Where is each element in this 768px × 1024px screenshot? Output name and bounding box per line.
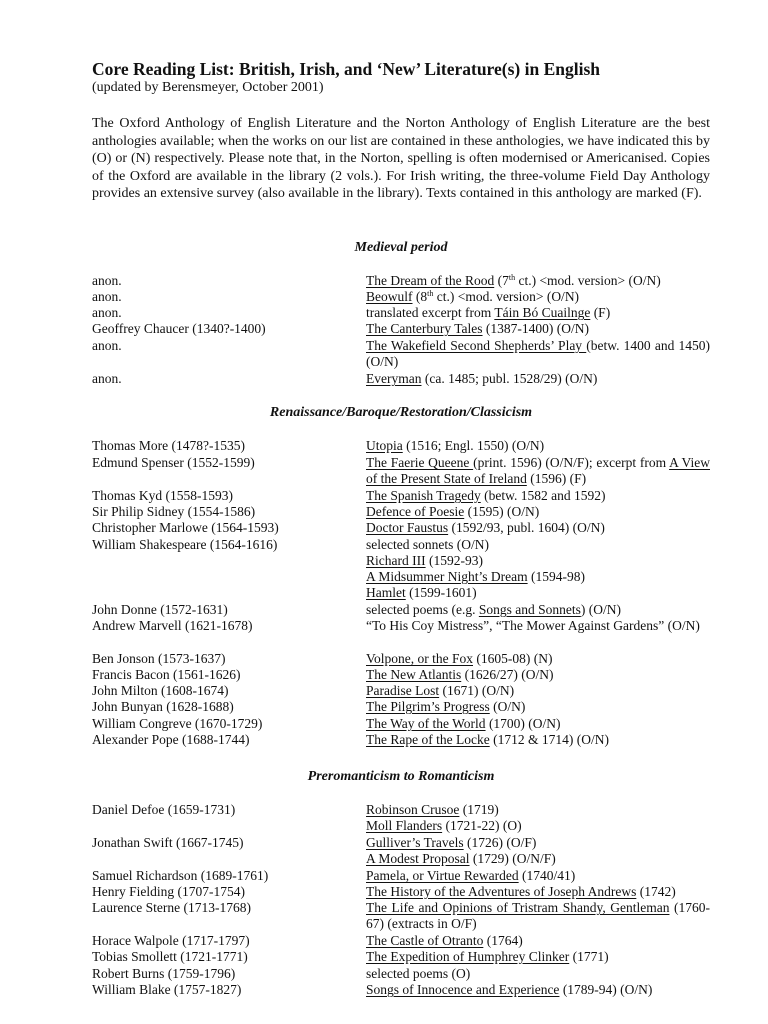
work-note: (7 (494, 273, 509, 288)
page-title: Core Reading List: British, Irish, and ‘New’ Literature(s) in English (92, 59, 601, 79)
work-title (366, 289, 710, 305)
work-note: (1594-98) (527, 569, 585, 584)
intro-paragraph: The Oxford Anthology of English Literature and the Norton Anthology of English Literature are the best anthologies available; when the works on our list are contained in these anthologies, we have indicated this by (O) or (N) respectively. Please note that, in the Norton, spelling is often modernised or Americanised. Copies of the Oxford are available in the library (2 vols.). For Irish writing, the three-volume Field Day Anthology provides an extensive survey (also available in the library). Texts contained in this anthology are marked (F). (92, 116, 710, 202)
work-title-underlined: Doctor Faustus (366, 520, 449, 535)
work-note: th (427, 289, 434, 298)
work-title-underlined: The Pilgrim’s Progress (366, 699, 490, 714)
author-name: Henry Fielding (1707-1754) (92, 884, 245, 899)
work-note: (1592/93, publ. 1604) (O/N) (448, 520, 605, 535)
work-title (366, 305, 710, 321)
work-title-underlined: Volpone, or the Fox (366, 651, 473, 666)
work-title (366, 273, 710, 289)
work-note: “To His Coy Mistress”, “The Mower Against Gardens” (O/N) (366, 618, 700, 633)
work-title-underlined: The Faerie Queene (366, 455, 474, 470)
work-title-underlined: Táin Bó Cuailnge (494, 305, 591, 320)
section-heading: Medieval period (354, 240, 448, 255)
work-note: (1671) (O/N) (439, 683, 515, 698)
work-title-underlined: Paradise Lost (366, 683, 440, 698)
author-name: Daniel Defoe (1659-1731) (92, 802, 236, 817)
work-title (366, 900, 710, 932)
work-title-underlined: The Dream of the Rood (366, 273, 495, 288)
work-note: (1760-67) (extracts in O/F) (366, 900, 710, 932)
work-title (366, 835, 710, 851)
work-note: (1789-94) (O/N) (559, 982, 653, 997)
work-title-underlined: The Life and Opinions of Tristram Shandy, Gentleman (366, 900, 670, 915)
work-note: selected sonnets (O/N) (366, 537, 489, 552)
author-name: Ben Jonson (1573-1637) (92, 651, 226, 666)
work-title (366, 602, 710, 618)
work-title (366, 683, 710, 699)
author-name: William Blake (1757-1827) (92, 982, 242, 997)
author-name: anon. (92, 289, 122, 304)
section-heading: Preromanticism to Romanticism (307, 769, 495, 784)
work-title (366, 569, 710, 585)
author-name: Christopher Marlowe (1564-1593) (92, 520, 279, 535)
work-title (366, 732, 710, 748)
work-note: (1626/27) (O/N) (461, 667, 554, 682)
author-name: William Shakespeare (1564-1616) (92, 537, 278, 552)
work-title (366, 667, 710, 683)
work-title-underlined: Gulliver’s Travels (366, 835, 464, 850)
work-title-underlined: The Castle of Otranto (366, 933, 484, 948)
author-name: Samuel Richardson (1689-1761) (92, 868, 269, 883)
work-note: (1742) (636, 884, 676, 899)
work-note: (1599-1601) (405, 585, 477, 600)
work-title (366, 982, 710, 998)
work-note: (1719) (459, 802, 499, 817)
author-name: Tobias Smollett (1721-1771) (92, 949, 248, 964)
work-title (366, 933, 710, 949)
work-note: selected poems (O) (366, 966, 471, 981)
work-note: ct.) <mod. version> (O/N) (433, 289, 580, 304)
work-title (366, 949, 710, 965)
author-name: John Bunyan (1628-1688) (92, 699, 234, 714)
work-note: (1764) (483, 933, 523, 948)
author-name: John Milton (1608-1674) (92, 683, 229, 698)
work-title (366, 438, 710, 454)
work-title-underlined: Defence of Poesie (366, 504, 465, 519)
author-name: anon. (92, 305, 122, 320)
work-title (366, 455, 710, 487)
work-title (366, 520, 710, 536)
work-title-underlined: The Canterbury Tales (366, 321, 483, 336)
author-name: Alexander Pope (1688-1744) (92, 732, 250, 747)
work-title-underlined: Beowulf (366, 289, 413, 304)
work-title (366, 651, 710, 667)
work-title-underlined: Moll Flanders (366, 818, 443, 833)
work-title-underlined: Robinson Crusoe (366, 802, 460, 817)
work-note: (1592-93) (425, 553, 483, 568)
work-title (366, 371, 710, 387)
author-name: Edmund Spenser (1552-1599) (92, 455, 255, 470)
work-note: (1740/41) (518, 868, 576, 883)
work-title-underlined: The Spanish Tragedy (366, 488, 481, 503)
work-title (366, 338, 710, 370)
work-note: (1712 & 1714) (O/N) (489, 732, 609, 747)
author-name: Geoffrey Chaucer (1340?-1400) (92, 321, 266, 336)
work-note: (1605-08) (N) (473, 651, 553, 666)
work-title (366, 716, 710, 732)
work-note: selected poems (e.g. (366, 602, 479, 617)
work-title-underlined: The Rape of the Locke (366, 732, 490, 747)
work-note: (betw. 1400 and 1450) (O/N) (366, 338, 711, 370)
work-title-underlined: The New Atlantis (366, 667, 462, 682)
work-title-underlined: Richard III (366, 553, 426, 568)
work-title (366, 585, 710, 601)
work-title (366, 802, 710, 818)
work-note: ) (O/N) (580, 602, 621, 617)
work-note: (1516; Engl. 1550) (O/N) (402, 438, 545, 453)
work-note: (F) (590, 305, 611, 320)
author-name: anon. (92, 273, 122, 288)
author-name: Laurence Sterne (1713-1768) (92, 900, 251, 915)
author-name: John Donne (1572-1631) (92, 602, 228, 617)
work-note: (1595) (O/N) (464, 504, 540, 519)
work-note: (1700) (O/N) (485, 716, 561, 731)
work-title (366, 884, 710, 900)
author-name: Thomas More (1478?-1535) (92, 438, 245, 453)
work-title-underlined: A Modest Proposal (366, 851, 470, 866)
work-title (366, 966, 710, 982)
work-title-underlined: Pamela, or Virtue Rewarded (366, 868, 519, 883)
work-note: (1726) (O/F) (463, 835, 537, 850)
author-name: Francis Bacon (1561-1626) (92, 667, 241, 682)
author-name: Thomas Kyd (1558-1593) (92, 488, 233, 503)
work-title (366, 537, 710, 553)
work-title-underlined: Everyman (366, 371, 422, 386)
work-note: (print. 1596) (O/N/F); excerpt from (473, 455, 670, 470)
work-title-underlined: Songs and Sonnets (478, 602, 581, 617)
work-note: translated excerpt from (366, 305, 495, 320)
work-title (366, 488, 710, 504)
work-title-underlined: The History of the Adventures of Joseph Andrews (366, 884, 637, 899)
author-name: Andrew Marvell (1621-1678) (92, 618, 253, 633)
work-note: (1771) (569, 949, 609, 964)
work-note: th (508, 273, 516, 282)
work-title (366, 868, 710, 884)
work-title (366, 699, 710, 715)
work-title (366, 851, 710, 867)
author-name: William Congreve (1670-1729) (92, 716, 263, 731)
work-note: (1596) (F) (526, 471, 587, 487)
work-note: (1721-22) (O) (442, 818, 522, 833)
page-subtitle: (updated by Berensmeyer, October 2001) (92, 80, 324, 95)
work-title-underlined: The Expedition of Humphrey Clinker (366, 949, 570, 964)
author-name: Robert Burns (1759-1796) (92, 966, 236, 981)
work-title (366, 818, 710, 834)
work-title-underlined: Songs of Innocence and Experience (366, 982, 560, 997)
work-note: (O/N) (489, 699, 526, 714)
work-note: (ca. 1485; publ. 1528/29) (O/N) (421, 371, 598, 386)
work-title (366, 553, 710, 569)
work-title (366, 618, 710, 634)
work-note: (8 (412, 289, 428, 304)
work-title-underlined: Utopia (366, 438, 403, 453)
work-title-underlined: Hamlet (366, 585, 406, 600)
work-note: (betw. 1582 and 1592) (480, 488, 606, 503)
work-title (366, 321, 710, 337)
work-title-underlined: A Midsummer Night’s Dream (366, 569, 528, 584)
author-name: anon. (92, 338, 122, 353)
work-title-underlined: A View of the Present State of Ireland (366, 455, 710, 487)
author-name: Sir Philip Sidney (1554-1586) (92, 504, 256, 519)
author-name: anon. (92, 371, 122, 386)
work-title (366, 504, 710, 520)
section-heading: Renaissance/Baroque/Restoration/Classicism (269, 405, 533, 420)
author-name: Horace Walpole (1717-1797) (92, 933, 250, 948)
work-note: ct.) <mod. version> (O/N) (515, 273, 661, 288)
work-title-underlined: The Way of the World (366, 716, 486, 731)
work-note: (1387-1400) (O/N) (482, 321, 590, 336)
author-name: Jonathan Swift (1667-1745) (92, 835, 244, 850)
work-title-underlined: The Wakefield Second Shepherds’ Play (366, 338, 587, 353)
work-note: (1729) (O/N/F) (469, 851, 556, 866)
